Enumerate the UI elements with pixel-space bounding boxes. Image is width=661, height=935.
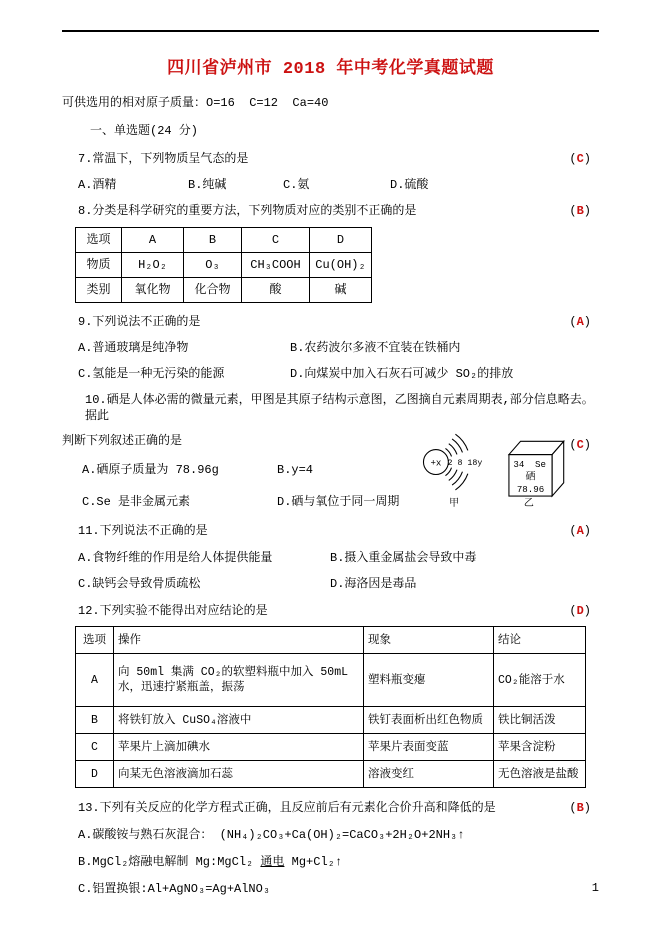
question-10-left xyxy=(62,433,404,511)
option: D.向煤炭中加入石灰石可减少 SO₂的排放 xyxy=(290,367,514,381)
answer-paren: ( xyxy=(569,204,577,218)
option: A.硒原子质量为 78.96g xyxy=(82,463,219,477)
table-row xyxy=(76,253,372,278)
table-cell: 苹果片表面变蓝 xyxy=(364,734,494,761)
answer-paren: ) xyxy=(583,204,591,218)
table-cell: 铁钉表面析出红色物质 xyxy=(364,707,494,734)
option: A.食物纤维的作用是给人体提供能量 xyxy=(78,551,273,565)
q8-table xyxy=(75,227,372,303)
table-cell: 无色溶液是盐酸 xyxy=(494,761,586,788)
option: B.y=4 xyxy=(277,463,314,477)
page-number: 1 xyxy=(591,881,599,895)
nucleus-charge-label: +x xyxy=(430,457,442,469)
shell-arc xyxy=(456,474,468,490)
question-11-options-row2 xyxy=(62,576,599,592)
table-cell: 操作 xyxy=(114,627,364,654)
cube-right-face xyxy=(552,441,564,496)
answer-paren: ) xyxy=(583,438,591,452)
question-8-text: 8.分类是科学研究的重要方法，下列物质对应的类别不正确的是 xyxy=(78,204,417,218)
shell-arc xyxy=(452,472,462,485)
answer-paren: ) xyxy=(583,524,591,538)
q12-table xyxy=(75,626,586,788)
table-cell: 苹果片上滴加碘水 xyxy=(114,734,364,761)
table-cell: 铁比铜活泼 xyxy=(494,707,586,734)
element-mass: 78.96 xyxy=(517,483,545,495)
table-row xyxy=(76,627,586,654)
table-cell: O₃ xyxy=(184,253,242,278)
answer-letter: A xyxy=(576,524,584,538)
table-cell: A xyxy=(76,654,114,707)
table-cell: 类别 xyxy=(76,278,122,303)
figure-jia-label: 甲 xyxy=(449,498,460,510)
page-title: 四川省泸州市 2018 年中考化学真题试题 xyxy=(167,60,494,79)
cube-top-face xyxy=(509,441,564,454)
answer-paren: ) xyxy=(583,315,591,329)
option: D.硒与氧位于同一周期 xyxy=(277,495,400,509)
table-cell: 选项 xyxy=(76,627,114,654)
answer-paren: ) xyxy=(583,604,591,618)
table-cell: 物质 xyxy=(76,253,122,278)
option: C.氨 xyxy=(283,178,310,192)
option: B.摄入重金属盐会导致中毒 xyxy=(330,551,477,565)
table-row xyxy=(76,278,372,303)
table-cell: Cu(OH)₂ xyxy=(310,253,372,278)
electron-shell-numbers: 2 8 18y xyxy=(447,458,483,468)
shell-arc xyxy=(452,439,462,452)
table-row xyxy=(76,707,586,734)
option: C.铝置换银:Al+AgNO₃=Ag+AlNO₃ xyxy=(78,882,271,896)
table-cell: 向 50ml 集满 CO₂的软塑料瓶中加入 50mL 水，迅速拧紧瓶盖，振荡 xyxy=(114,654,364,707)
question-9 xyxy=(62,314,599,330)
question-13-answer xyxy=(569,800,599,816)
answer-paren: ( xyxy=(569,438,577,452)
table-cell: 苹果含淀粉 xyxy=(494,734,586,761)
question-10-answer xyxy=(569,437,599,453)
option xyxy=(62,854,599,870)
answer-paren: ) xyxy=(583,152,591,166)
answer-paren: ( xyxy=(569,801,577,815)
question-11 xyxy=(62,523,599,539)
element-name: 硒 xyxy=(525,471,536,483)
question-12-text: 12.下列实验不能得出对应结论的是 xyxy=(78,604,268,618)
atomic-number: 34 xyxy=(513,459,525,471)
table-cell: 氧化物 xyxy=(122,278,184,303)
table-cell: D xyxy=(76,761,114,788)
question-7-text: 7.常温下，下列物质呈气态的是 xyxy=(78,152,249,166)
table-cell: 碱 xyxy=(310,278,372,303)
table-cell: 塑料瓶变瘪 xyxy=(364,654,494,707)
question-10-line1: 10.硒是人体必需的微量元素，甲图是其原子结构示意图，乙图摘自元素周期表,部分信息略去。据此 xyxy=(85,393,594,423)
table-row xyxy=(76,228,372,253)
table-cell: 化合物 xyxy=(184,278,242,303)
question-10-figure-area xyxy=(404,433,599,511)
option: D.海洛因是毒品 xyxy=(330,577,417,591)
table-cell: CO₂能溶于水 xyxy=(494,654,586,707)
question-11-options-row1 xyxy=(62,550,599,566)
question-10-options-row1 xyxy=(62,462,404,478)
table-cell: D xyxy=(310,228,372,253)
table-cell: 结论 xyxy=(494,627,586,654)
question-8 xyxy=(62,203,599,219)
question-9-options-row1 xyxy=(62,340,599,356)
answer-letter: D xyxy=(576,604,584,618)
answer-letter: C xyxy=(576,438,584,452)
table-cell: A xyxy=(122,228,184,253)
table-cell: 溶液变红 xyxy=(364,761,494,788)
equation-suffix: Mg+Cl₂↑ xyxy=(284,855,343,869)
question-8-answer xyxy=(569,203,599,219)
section-heading: 一、单选题(24 分) xyxy=(90,124,199,138)
answer-paren: ( xyxy=(569,524,577,538)
element-symbol: Se xyxy=(535,459,547,471)
option: B.农药波尔多液不宜装在铁桶内 xyxy=(290,341,461,355)
answer-paren: ( xyxy=(569,152,577,166)
option: A.碳酸铵与熟石灰混合： (NH₄)₂CO₃+Ca(OH)₂=CaCO₃+2H₂O+2NH₃↑ xyxy=(78,828,465,842)
equation-prefix: B.MgCl₂熔融电解制 Mg:MgCl₂ xyxy=(78,855,261,869)
question-7-options xyxy=(62,177,599,193)
table-cell: C xyxy=(76,734,114,761)
question-13 xyxy=(62,800,599,816)
option: C.缺钙会导致骨质疏松 xyxy=(78,577,201,591)
question-9-options-row2 xyxy=(62,366,599,382)
atom-structure-and-periodic-cell-diagram xyxy=(419,433,569,511)
question-13-text: 13.下列有关反应的化学方程式正确，且反应前后有元素化合价升高和降低的是 xyxy=(78,801,496,815)
option: C.Se 是非金属元素 xyxy=(82,495,191,509)
shell-arc xyxy=(456,434,468,450)
question-10-options-row2 xyxy=(62,494,404,510)
answer-paren: ( xyxy=(569,315,577,329)
table-row xyxy=(76,761,586,788)
table-cell: 向某无色溶液滴加石蕊 xyxy=(114,761,364,788)
answer-letter: C xyxy=(576,152,584,166)
question-7 xyxy=(62,151,599,167)
question-12-answer xyxy=(569,603,599,619)
question-12 xyxy=(62,603,599,619)
question-10-line2: 判断下列叙述正确的是 xyxy=(62,434,183,448)
table-cell: 酸 xyxy=(242,278,310,303)
table-cell: B xyxy=(184,228,242,253)
table-cell: H₂O₂ xyxy=(122,253,184,278)
answer-letter: B xyxy=(576,204,584,218)
question-9-answer xyxy=(569,314,599,330)
question-11-text: 11.下列说法不正确的是 xyxy=(78,524,208,538)
atomic-mass-note: 可供选用的相对原子质量：O=16 C=12 Ca=40 xyxy=(62,96,329,110)
option: B.纯碱 xyxy=(188,178,227,192)
header-rule xyxy=(62,30,599,32)
option: C.氢能是一种无污染的能源 xyxy=(78,367,225,381)
table-cell: 现象 xyxy=(364,627,494,654)
question-11-answer xyxy=(569,523,599,539)
question-9-text: 9.下列说法不正确的是 xyxy=(78,315,201,329)
table-row xyxy=(76,654,586,707)
table-cell: B xyxy=(76,707,114,734)
question-7-answer xyxy=(569,151,599,167)
table-cell: C xyxy=(242,228,310,253)
figure-yi-label: 乙 xyxy=(524,498,535,510)
table-cell: 将铁钉放入 CuSO₄溶液中 xyxy=(114,707,364,734)
question-10-body xyxy=(62,433,599,511)
option: A.普通玻璃是纯净物 xyxy=(78,341,189,355)
answer-paren: ( xyxy=(569,604,577,618)
table-cell: CH₃COOH xyxy=(242,253,310,278)
option: A.酒精 xyxy=(78,178,117,192)
reaction-condition: 通电 xyxy=(260,855,285,869)
answer-letter: A xyxy=(576,315,584,329)
answer-paren: ) xyxy=(583,801,591,815)
option: D.硫酸 xyxy=(390,178,429,192)
table-row xyxy=(76,734,586,761)
table-cell: 选项 xyxy=(76,228,122,253)
answer-letter: B xyxy=(576,801,584,815)
